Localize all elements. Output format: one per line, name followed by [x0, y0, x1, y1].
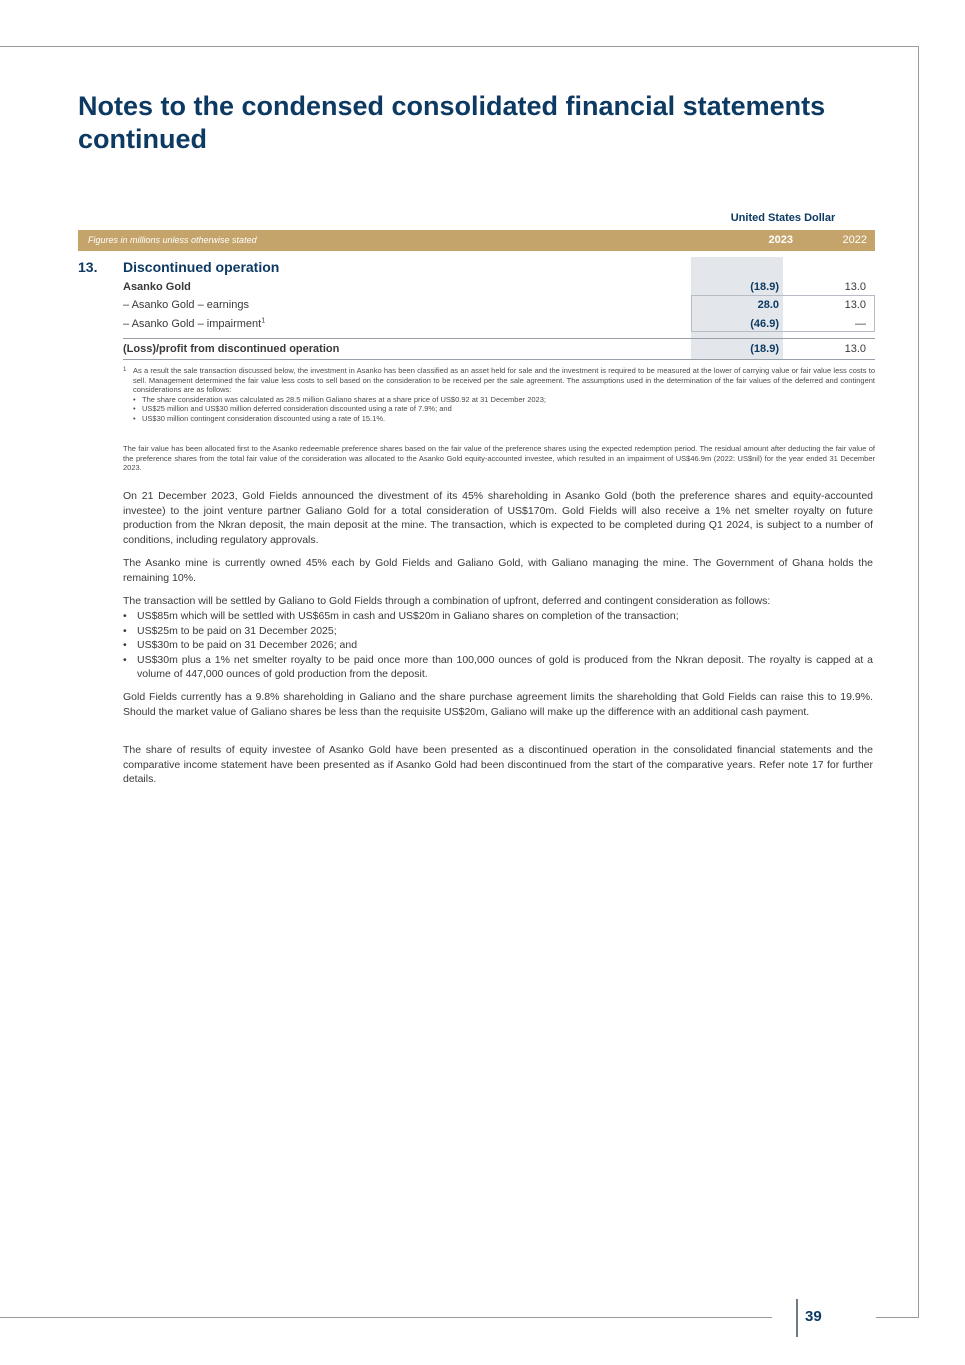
- page-frame-bottom-left: [0, 1317, 772, 1318]
- list-item: • US$25m to be paid on 31 December 2025;: [123, 624, 873, 639]
- table-header-note: Figures in millions unless otherwise stated: [88, 235, 257, 245]
- footnote: [123, 366, 875, 423]
- row-label: – Asanko Gold – earnings: [123, 299, 249, 311]
- list-item: • US$25 million and US$30 million deferred consideration discounted using a rate of 7.9%; and: [133, 404, 875, 414]
- table-row: [123, 281, 875, 299]
- page-frame-right: [918, 46, 919, 1318]
- page-frame-bottom-right: [876, 1317, 919, 1318]
- column-header-2023: 2023: [768, 234, 793, 246]
- body-list: [123, 609, 873, 682]
- footnote-reference: 1: [261, 317, 266, 325]
- table-bottom-rule: [123, 359, 875, 360]
- section-number: 13.: [78, 259, 98, 275]
- column-header-2022: 2022: [842, 234, 867, 246]
- value-2023: (46.9): [750, 318, 779, 330]
- total-rule: [123, 338, 875, 339]
- list-item: • The share consideration was calculated as 28.5 million Galiano shares at a share price of US$0.92 at 31 December 2023;: [133, 395, 875, 405]
- table-header-band: [78, 230, 875, 251]
- list-item: • US$85m which will be settled with US$65m in cash and US$20m in Galiano shares on completion of the transaction;: [123, 609, 873, 624]
- list-item: • US$30 million contingent consideration discounted using a rate of 15.1%.: [133, 414, 875, 424]
- table-row: [123, 318, 875, 336]
- value-2022: 13.0: [844, 343, 866, 355]
- row-label: [123, 318, 265, 330]
- row-label: Asanko Gold: [123, 281, 191, 293]
- body-paragraph: The transaction will be settled by Galiano to Gold Fields through a combination of upfront, deferred and contingent consideration as follows:: [123, 595, 771, 607]
- page-number-divider: [796, 1299, 798, 1337]
- footnote-mark: 1: [123, 367, 127, 373]
- table-row: [123, 299, 875, 317]
- body-paragraph: Gold Fields currently has a 9.8% shareholding in Galiano and the share purchase agreement limits the shareholding that Gold Fields can raise this to 19.9%. Should the market value of Galiano shares be less than the requisite US$20m, Galiano will make up the difference with an additional cash payment.: [123, 691, 873, 718]
- page-frame-top: [0, 46, 919, 47]
- list-item: • US$30m to be paid on 31 December 2026; and: [123, 638, 873, 653]
- row-label: (Loss)/profit from discontinued operation: [123, 343, 340, 355]
- value-2023: (18.9): [750, 281, 779, 293]
- section-title: Discontinued operation: [123, 259, 280, 275]
- page-title: Notes to the condensed consolidated financial statements continued: [78, 91, 826, 154]
- footnote-text: As a result the sale transaction discussed below, the investment in Asanko has been classified as an asset held for sale and the investment is required to be measured at the lower of carrying value or fair value less costs to sell. Management determined the fair value less costs to sell based on the consideration to be received per the sale agreement. The assumptions used in the determination of the fair values of the deferred and contingent considerations are as follows:: [133, 366, 875, 394]
- footnote-list: [133, 395, 875, 424]
- value-2022: —: [855, 318, 866, 330]
- page-number: 39: [805, 1308, 822, 1325]
- body-paragraph: On 21 December 2023, Gold Fields announced the divestment of its 45% shareholding in Asanko Gold (both the preference shares and equity-accounted investee) to the joint venture partner Galiano Gold for a total consideration of US$170m. Gold Fields will also receive a 1% net smelter royalty on future production from the Nkran deposit, the main deposit at the mine. The transaction, which is expected to be completed during Q1 2024, is subject to a number of conditions, including regulatory approvals.: [123, 490, 873, 546]
- row-label-text: – Asanko Gold – impairment: [123, 318, 262, 330]
- body-paragraph: The Asanko mine is currently owned 45% each by Gold Fields and Galiano Gold, with Galiano managing the mine. The Government of Ghana holds the remaining 10%.: [123, 557, 873, 584]
- value-2022: 13.0: [844, 299, 866, 311]
- footnote-body: [133, 366, 875, 423]
- currency-label: United States Dollar: [730, 212, 836, 224]
- body-paragraph: The share of results of equity investee of Asanko Gold have been presented as a discontinued operation in the consolidated financial statements and the comparative income statement have been presented as if Asanko Gold had been discontinued from the start of the comparative years. Refer note 17 for further details.: [123, 744, 873, 785]
- list-item: • US$30m plus a 1% net smelter royalty to be paid once more than 100,000 ounces of gold is produced from the Nkran deposit. The royalty is capped at a volume of 447,000 ounces of gold production from the deposit.: [123, 653, 873, 682]
- value-2022: 13.0: [844, 281, 866, 293]
- footnote-paragraph: The fair value has been allocated first to the Asanko redeemable preference shares based on the fair value of the preference shares using the expected redemption period. The residual amount after deducting the fair value of the preference shares from the total fair value of the consideration was allocated to the Asanko Gold equity-accounted investee, which resulted in an impairment of US$46.9m (2022: US$nil) for the year ended 31 December 2023.: [123, 444, 875, 472]
- value-2023: (18.9): [750, 343, 779, 355]
- value-2023: 28.0: [757, 299, 779, 311]
